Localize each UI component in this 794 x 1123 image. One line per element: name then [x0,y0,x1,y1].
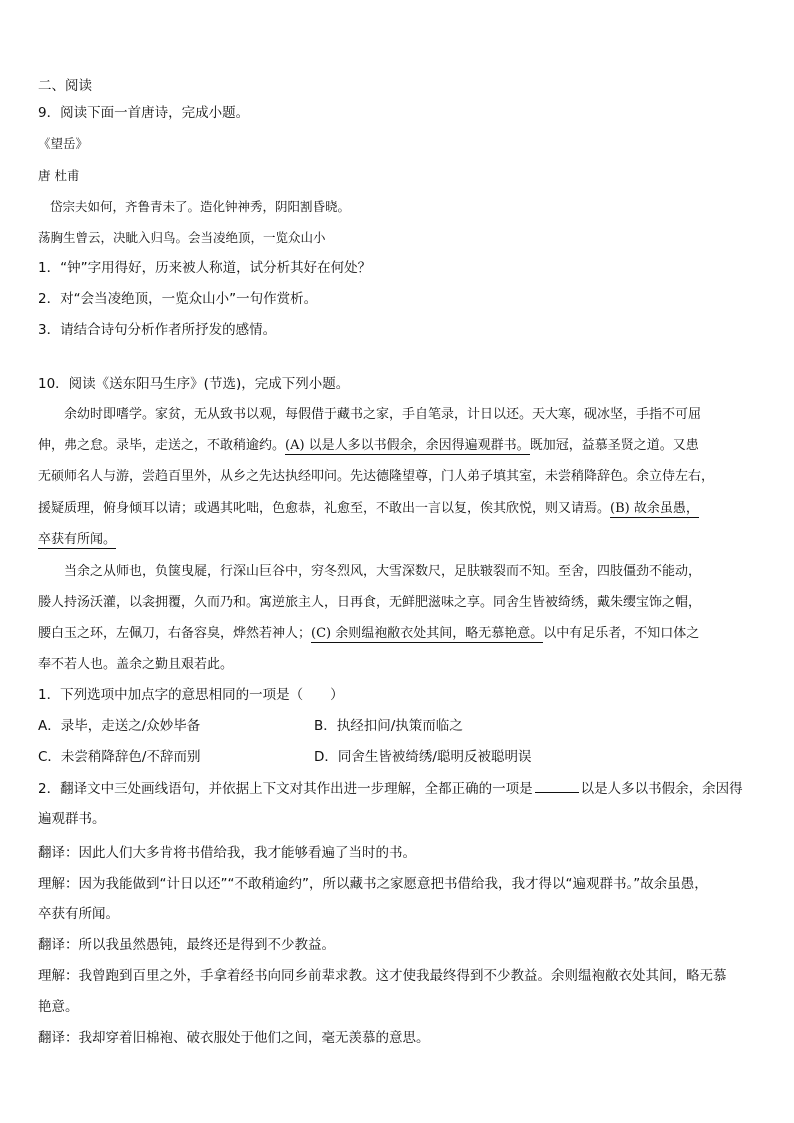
passage-p1-line2 [38,436,756,456]
option-c[interactable]: C．未尝稍降辞色/不辞而别 [38,749,201,765]
passage-p1-line5 [38,530,756,550]
q9-sub3: 3．请结合诗句分析作者所抒发的感情。 [38,322,277,338]
section-title: 二、阅读 [38,78,92,94]
passage-text: 以中有足乐者，不知口体之 [543,626,700,641]
passage-text: 援疑质理，俯身倾耳以请；或遇其叱咄，色愈恭，礼愈至，不敢出一言以复，俟其欣悦，则又请焉。 [38,501,611,516]
translation-3: 翻译：我却穿着旧棉袍、破衣服处于他们之间，毫无羡慕的意思。 [38,1030,430,1046]
q9-sub2: 2．对“会当凌绝顶，一览众山小”一句作赏析。 [38,291,318,307]
q9-stem: 9．阅读下面一首唐诗，完成小题。 [38,105,250,121]
passage-p2-line3 [38,624,756,644]
q10-stem: 10．阅读《送东阳马生序》(节选)，完成下列小题。 [38,376,350,392]
passage-p1-line1: 余幼时即嗜学。家贫，无从致书以观，每假借于藏书之家，手自笔录，计日以还。天大寒，砚冰坚，手指不可屈 [64,407,702,422]
passage-text: 既加冠，益慕圣贤之道。又患 [529,438,699,453]
option-b[interactable]: B．执经扣问/执策而临之 [314,718,463,734]
translation-1: 翻译：因此人们大多肯将书借给我，我才能够看遍了当时的书。 [38,845,416,861]
understanding-1-line1: 理解：因为我能做到“计日以还”“不敢稍逾约”，所以藏书之家愿意把书借给我，我才得以“遍观群书。”故余虽愚， [38,876,708,892]
understanding-1-line2: 卒获有所闻。 [38,906,119,922]
q10-sub2-line1 [38,778,756,799]
q10-sub2-stem: 2．翻译文中三处画线语句，并依据上下文对其作出进一步理解，全都正确的一项是 [38,781,533,797]
passage-p1-line3: 无硕师名人与游，尝趋百里外，从乡之先达执经叩问。先达德隆望尊，门人弟子填其室，未尝稍降辞色。余立侍左右， [38,469,715,484]
poem-line-2: 荡胸生曾云，决眦入归鸟。会当凌绝顶，一览众山小 [38,230,326,245]
understanding-2-line2: 艳意。 [38,999,79,1015]
passage-p2-line2: 媵人持汤沃灌，以衾拥覆，久而乃和。寓逆旅主人，日再食，无鲜肥滋味之享。同舍生皆被绮绣，戴朱缨宝饰之帽， [38,595,702,610]
q9-sub1: 1．“钟”字用得好，历来被人称道，试分析其好在何处？ [38,260,372,276]
passage-p2-line1: 当余之从师也，负箧曳屣，行深山巨谷中，穷冬烈风，大雪深数尺，足肤皲裂而不知。至舍，四肢僵劲不能动， [64,564,702,579]
q10-sub2-line2: 遍观群书。 [38,811,106,827]
passage-p2-line4: 奉不若人也。盖余之勤且艰若此。 [38,657,234,672]
option-d[interactable]: D．同舍生皆被绮绣/聪明反被聪明误 [314,749,532,765]
understanding-2-line1: 理解：我曾跑到百里之外，手拿着经书向同乡前辈求教。这才使我最终得到不少教益。余则缊袍敝衣处其间，略无慕 [38,968,727,984]
translation-2: 翻译：所以我虽然愚钝，最终还是得到不少教益。 [38,937,335,953]
poem-author: 唐 杜甫 [38,168,80,183]
underlined-sentence-b: (B) 故余虽愚， [610,501,699,516]
underlined-sentence-a: (A) 以是人多以书假余，余因得遍观群书。 [285,438,530,453]
poem-title: 《望岳》 [38,136,89,151]
answer-blank[interactable] [535,778,579,793]
q10-sub2-sentence: 以是人多以书假余，余因得 [580,781,743,797]
underlined-sentence-b-cont: 卒获有所闻。 [38,532,117,547]
underlined-sentence-c: (C) 余则缊袍敝衣处其间，略无慕艳意。 [311,626,544,641]
poem-line-1: 岱宗夫如何，齐鲁青未了。造化钟神秀，阴阳割昏晓。 [50,199,351,214]
q10-sub1-stem: 1．下列选项中加点字的意思相同的一项是（ ） [38,687,344,703]
option-a[interactable]: A．录毕，走送之/众妙毕备 [38,718,201,734]
passage-text: 腰白玉之环，左佩刀，右备容臭，烨然若神人； [38,626,312,641]
passage-text: 伸，弗之怠。录毕，走送之，不敢稍逾约。 [38,438,286,453]
passage-p1-line4 [38,499,756,519]
